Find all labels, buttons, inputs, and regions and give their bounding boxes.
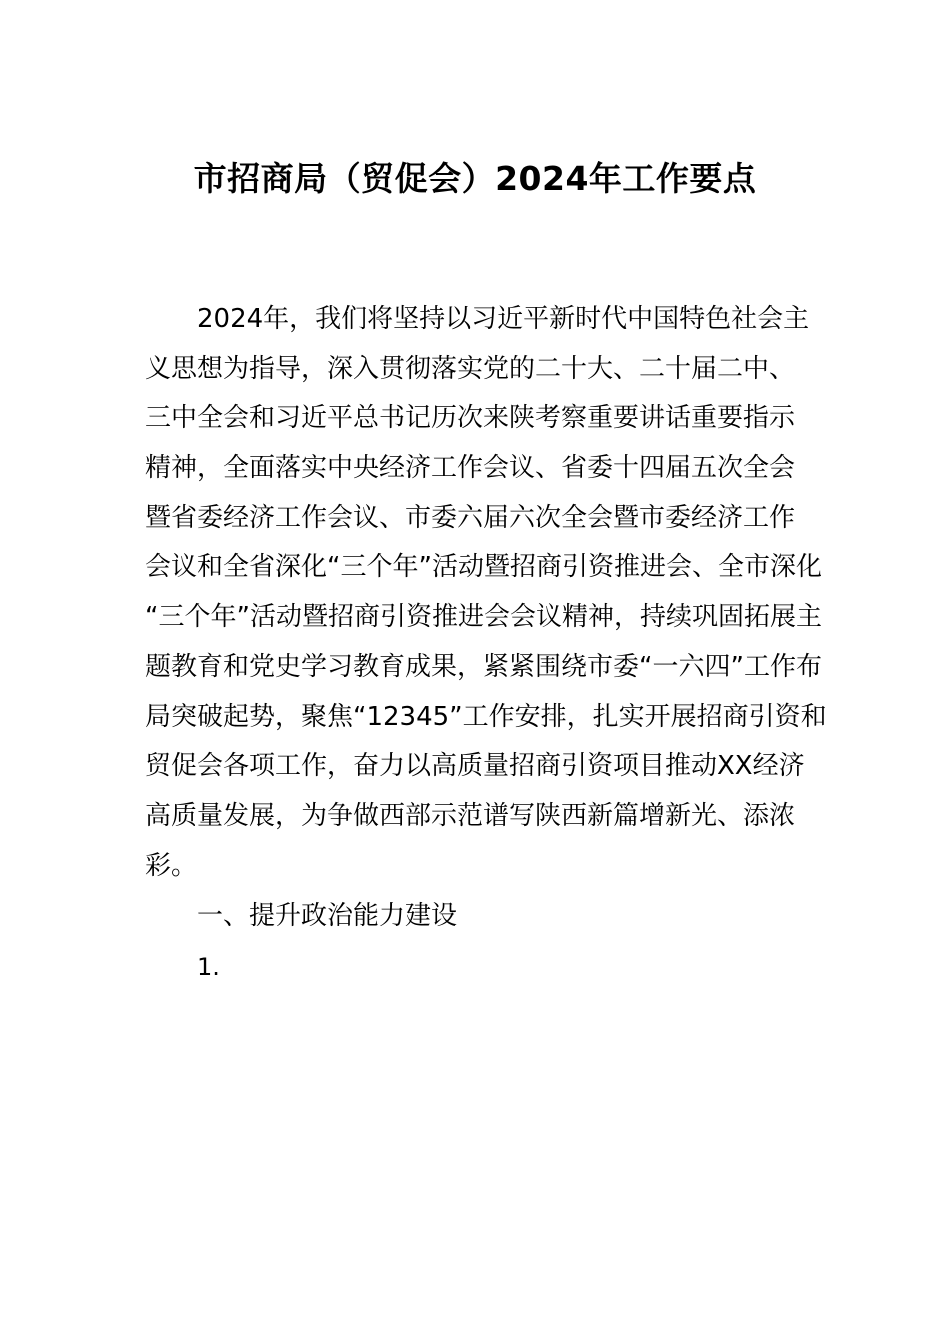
paragraph-line: 局突破起势，聚焦“12345”工作安排，扎实开展招商引资和 <box>145 701 827 732</box>
paragraph-line: 三中全会和习近平总书记历次来陕考察重要讲话重要指示 <box>145 403 796 434</box>
paragraph-line: 会议和全省深化“三个年”活动暨招商引资推进会、全市深化 <box>145 552 822 583</box>
paragraph-line: “三个年”活动暨招商引资推进会会议精神，持续巩固拓展主 <box>145 602 822 633</box>
paragraph-line: 贸促会各项工作，奋力以高质量招商引资项目推动XX经济 <box>145 751 805 782</box>
list-item-number: 1. <box>197 953 220 981</box>
paragraph-line: 题教育和党史学习教育成果，紧紧围绕市委“一六四”工作布 <box>145 651 822 682</box>
document-title: 市招商局（贸促会）2024年工作要点 <box>193 159 757 198</box>
section-heading: 一、提升政治能力建设 <box>197 901 458 931</box>
paragraph-line: 暨省委经济工作会议、市委六届六次全会暨市委经济工作 <box>145 502 796 533</box>
paragraph-line: 2024年，我们将坚持以习近平新时代中国特色社会主 <box>197 304 810 334</box>
intro-paragraph <box>145 295 827 891</box>
paragraph-line: 高质量发展，为争做西部示范谱写陕西新篇增新光、添浓 <box>145 800 796 831</box>
paragraph-line: 义思想为指导，深入贯彻落实党的二十大、二十届二中、 <box>145 353 796 384</box>
paragraph-line: 彩。 <box>145 850 198 881</box>
paragraph-line: 精神，全面落实中央经济工作会议、省委十四届五次全会 <box>145 453 796 484</box>
